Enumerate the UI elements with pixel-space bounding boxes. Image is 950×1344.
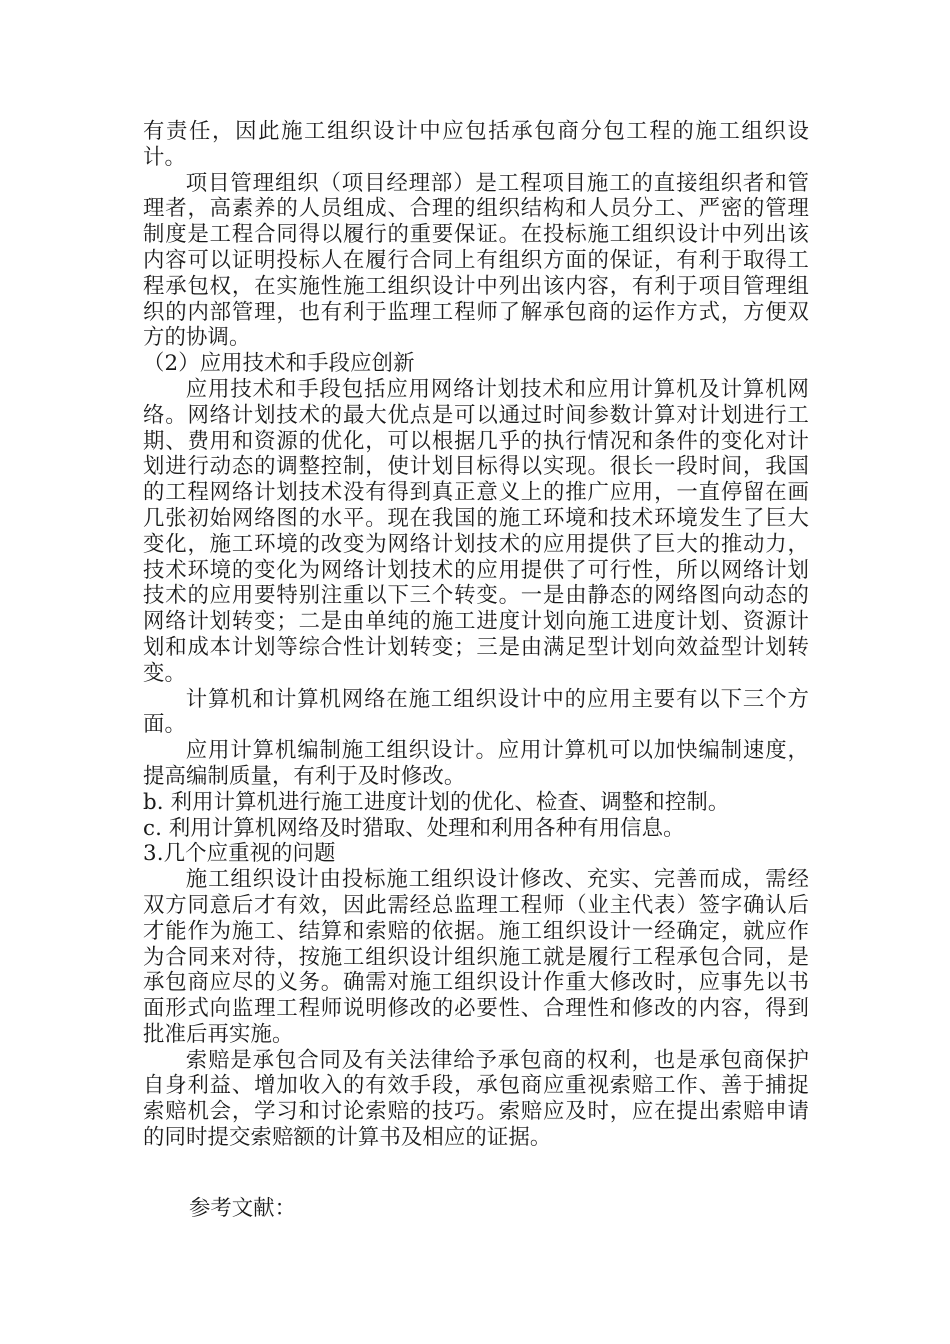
paragraph-project-management: 项目管理组织（项目经理部）是工程项目施工的直接组织者和管理者，高素养的人员组成、合理的组织结构和人员分工、严密的管理制度是工程合同得以履行的重要保证。在投标施工组织设计中列出该内容可以证明投标人在履行合同上有组织方面的保证，有利于取得工程承包权，在实施性施工组织设计中列出该内容，有利于项目管理组织的内部管理，也有利于监理工程师了解承包商的运作方式，方便双方的协调。 bbox=[143, 170, 809, 351]
paragraph-continuation: 有责任，因此施工组织设计中应包括承包商分包工程的施工组织设计。 bbox=[143, 119, 809, 170]
paragraph-computer-compilation: 应用计算机编制施工组织设计。应用计算机可以加快编制速度，提高编制质量，有利于及时修改。 bbox=[143, 738, 809, 789]
section-heading-issues: 3.几个应重视的问题 bbox=[143, 841, 336, 867]
section-heading-technology: （2）应用技术和手段应创新 bbox=[143, 351, 415, 377]
document-body bbox=[143, 119, 809, 1151]
paragraph-computer-network: 计算机和计算机网络在施工组织设计中的应用主要有以下三个方面。 bbox=[143, 686, 809, 738]
paragraph-network-planning: 应用技术和手段包括应用网络计划技术和应用计算机及计算机网络。网络计划技术的最大优点是可以通过时间参数计算对计划进行工期、费用和资源的优化，可以根据几乎的执行情况和条件的变化对计划进行动态的调整控制，使计划目标得以实现。很长一段时间，我国的工程网络计划技术没有得到真正意义上的推广应用，一直停留在画几张初始网络图的水平。现在我国的施工环境和技术环境发生了巨大变化，施工环境的改变为网络计划技术的应用提供了巨大的推动力，技术环境的变化为网络计划技术的应用提供了可行性，所以网络计划技术的应用要特别注重以下三个转变。一是由静态的网络图向动态的网络计划转变；二是由单纯的施工进度计划向施工进度计划、资源计划和成本计划等综合性计划转变；三是由满足型计划向效益型计划转变。 bbox=[143, 376, 809, 686]
references-heading: 参考文献： bbox=[189, 1196, 296, 1221]
list-item-c: c. 利用计算机网络及时猎取、处理和利用各种有用信息。 bbox=[143, 815, 685, 841]
paragraph-claims: 索赔是承包合同及有关法律给予承包商的权利，也是承包商保护自身利益、增加收入的有效手段，承包商应重视索赔工作、善于捕捉索赔机会，学习和讨论索赔的技巧。索赔应及时，应在提出索赔申请的同时提交索赔额的计算书及相应的证据。 bbox=[143, 1047, 809, 1151]
paragraph-design-approval: 施工组织设计由投标施工组织设计修改、充实、完善而成，需经双方同意后才有效，因此需经总监理工程师（业主代表）签字确认后才能作为施工、结算和索赔的依据。施工组织设计一经确定，就应作为合同来对待，按施工组织设计组织施工就是履行工程承包合同，是承包商应尽的义务。确需对施工组织设计作重大修改时，应事先以书面形式向监理工程师说明修改的必要性、合理性和修改的内容，得到批准后再实施。 bbox=[143, 867, 809, 1047]
list-item-b: b. 利用计算机进行施工进度计划的优化、检查、调整和控制。 bbox=[143, 789, 730, 815]
